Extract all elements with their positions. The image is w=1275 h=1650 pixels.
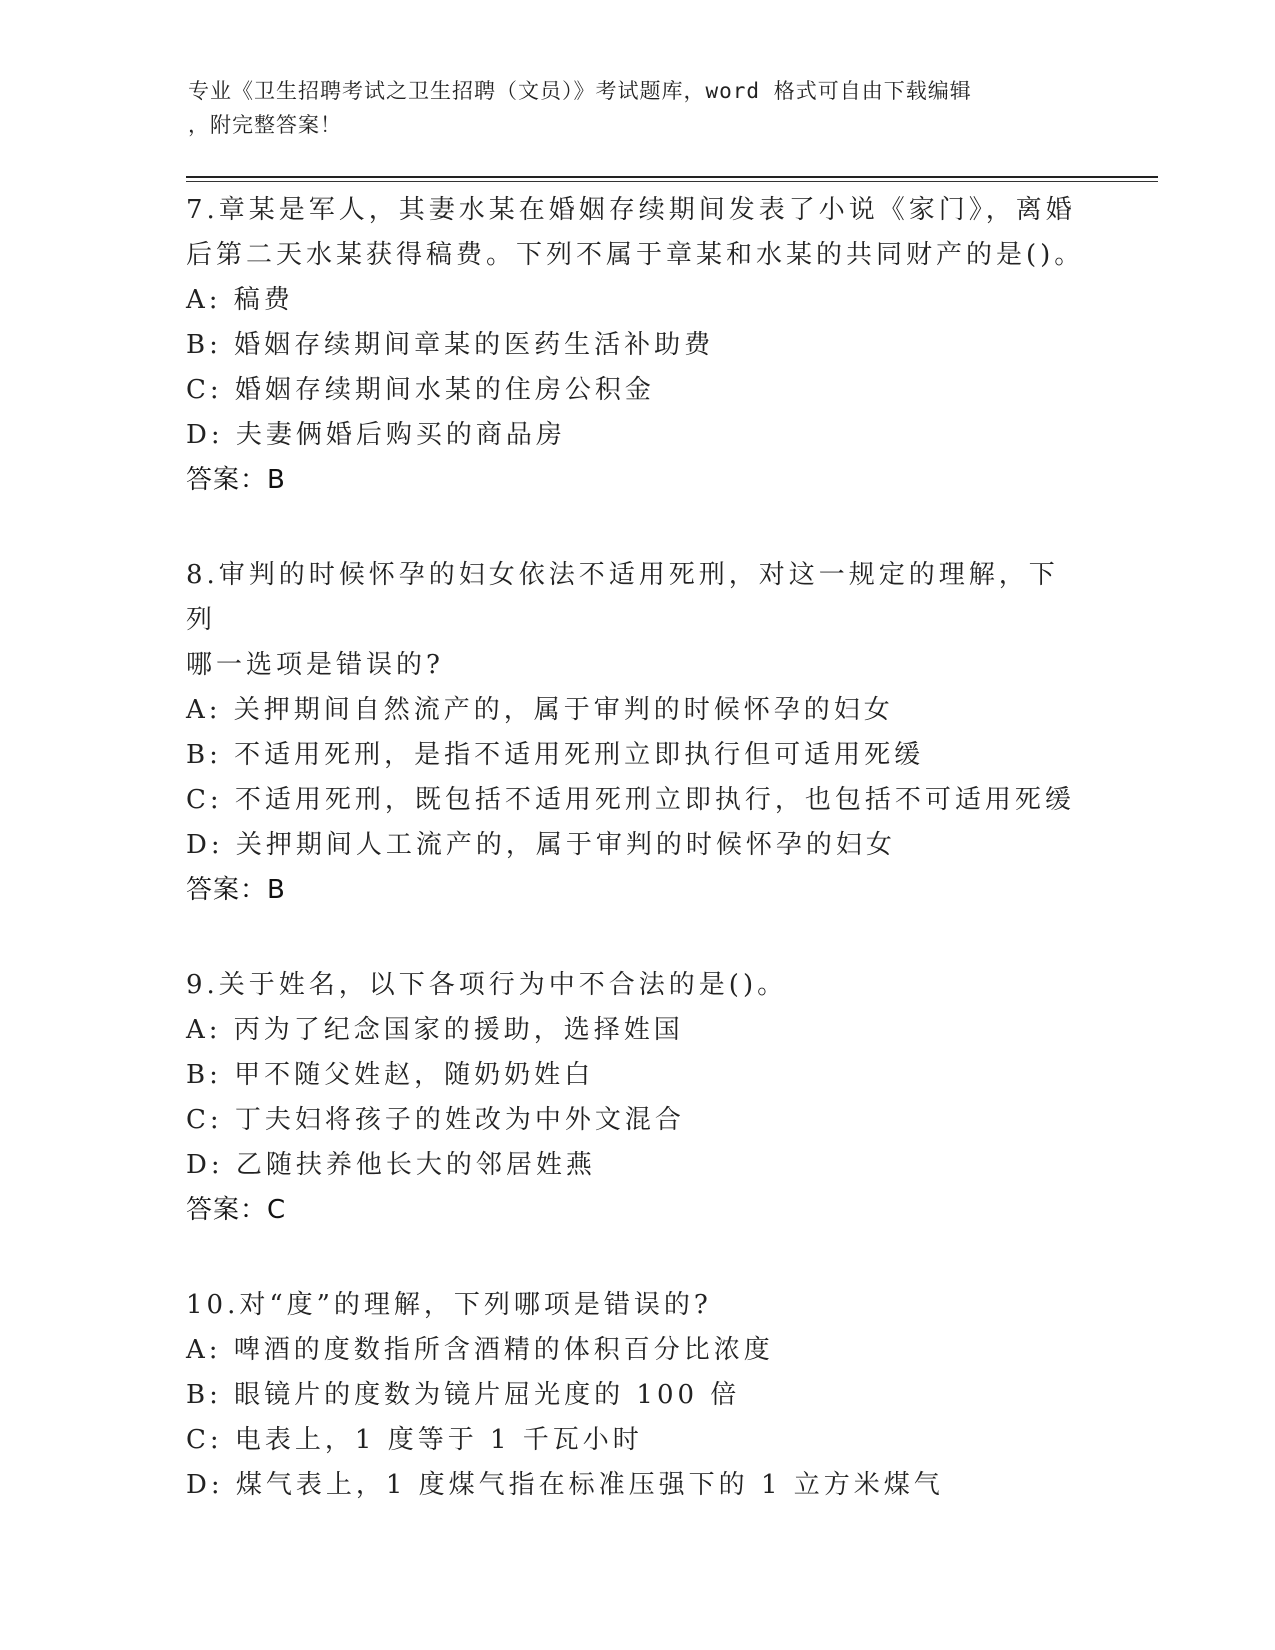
question-7-option-c: C: 婚姻存续期间水某的住房公积金 [186,375,655,405]
question-9-answer: 答案：C [186,1195,287,1225]
question-9-option-b: B: 甲不随父姓赵，随奶奶姓白 [186,1060,595,1090]
question-9-option-d: D: 乙随扶养他长大的邻居姓燕 [186,1150,596,1180]
question-8-option-c: C: 不适用死刑，既包括不适用死刑立即执行，也包括不可适用死缓 [186,785,1075,815]
question-10-option-b: B: 眼镜片的度数为镜片屈光度的 100 倍 [186,1380,741,1410]
question-8-answer: 答案：B [186,875,286,905]
question-8-text-line-2: 哪一选项是错误的? [186,650,444,680]
document-header [188,74,1068,142]
header-line-2: ，附完整答案！ [188,113,342,137]
question-7-option-d: D: 夫妻俩婚后购买的商品房 [186,420,566,450]
question-7-option-b: B: 婚姻存续期间章某的医药生活补助费 [186,330,715,360]
question-10-option-c: C: 电表上，1 度等于 1 千瓦小时 [186,1425,643,1455]
question-8-option-d: D: 关押期间人工流产的，属于审判的时候怀孕的妇女 [186,830,896,860]
question-7-text-line-1: 7.章某是军人，其妻水某在婚姻存续期间发表了小说《家门》，离婚 [186,195,1076,225]
question-9-text-line-1: 9.关于姓名，以下各项行为中不合法的是()。 [186,970,788,1000]
question-7-option-a: A: 稿费 [186,285,294,315]
question-10 [186,1283,1086,1508]
header-divider-thin [186,181,1158,182]
question-7 [186,188,1086,503]
question-10-text-line-1: 10.对“度”的理解，下列哪项是错误的? [186,1290,712,1320]
question-list [186,188,1086,1558]
question-9 [186,963,1086,1233]
question-10-option-a: A: 啤酒的度数指所含酒精的体积百分比浓度 [186,1335,774,1365]
question-9-option-a: A: 丙为了纪念国家的援助，选择姓国 [186,1015,684,1045]
question-10-option-d: D: 煤气表上，1 度煤气指在标准压强下的 1 立方米煤气 [186,1470,944,1500]
question-8-text-line-1: 8.审判的时候怀孕的妇女依法不适用死刑，对这一规定的理解，下列 [186,560,1059,635]
header-divider-thick [186,176,1158,178]
header-line-1: 专业《卫生招聘考试之卫生招聘（文员）》考试题库，word 格式可自由下载编辑 [188,79,972,103]
question-7-text-line-2: 后第二天水某获得稿费。下列不属于章某和水某的共同财产的是()。 [186,240,1085,270]
question-9-option-c: C: 丁夫妇将孩子的姓改为中外文混合 [186,1105,685,1135]
question-8-option-b: B: 不适用死刑，是指不适用死刑立即执行但可适用死缓 [186,740,925,770]
question-8-option-a: A: 关押期间自然流产的，属于审判的时候怀孕的妇女 [186,695,894,725]
question-8 [186,553,1086,913]
question-7-answer: 答案：B [186,465,286,495]
